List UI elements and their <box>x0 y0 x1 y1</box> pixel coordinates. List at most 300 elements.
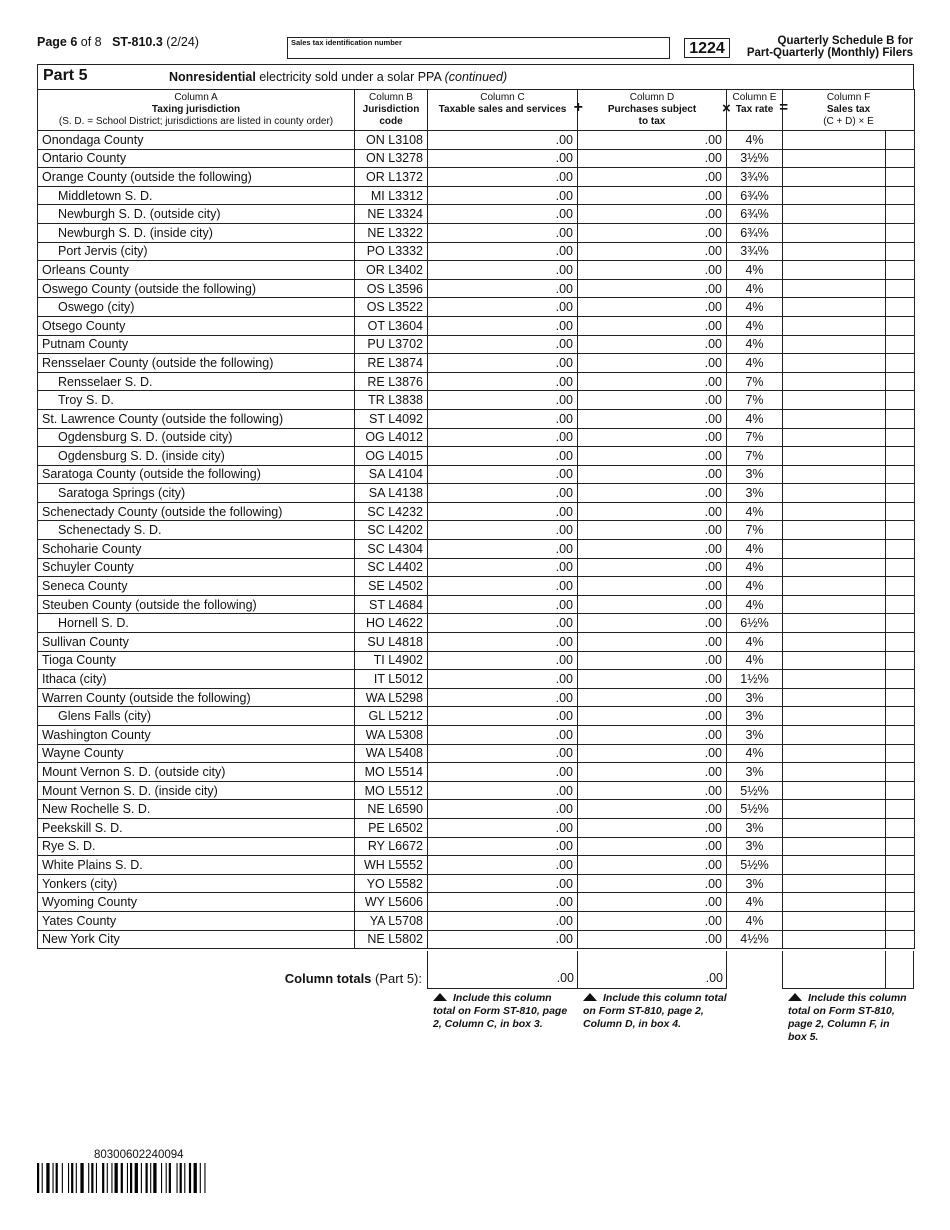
jurisdiction-name: Wayne County <box>38 744 355 763</box>
taxable-sales-field[interactable]: .00 <box>428 242 578 261</box>
sales-tax-field[interactable] <box>783 595 886 614</box>
table-row <box>38 893 915 912</box>
table-row <box>38 837 915 856</box>
total-c-field[interactable]: .00 <box>427 951 578 989</box>
tax-rate: 3% <box>727 484 783 503</box>
column-totals-label <box>285 971 422 986</box>
tax-rate: 3½% <box>727 149 783 168</box>
taxable-sales-field[interactable]: .00 <box>428 688 578 707</box>
sales-tax-cents-field[interactable] <box>886 409 915 428</box>
sales-tax-cents-field[interactable] <box>886 800 915 819</box>
sales-tax-cents-field[interactable] <box>886 930 915 949</box>
form-date: (2/24) <box>166 35 199 49</box>
sales-tax-cents-field[interactable] <box>886 540 915 559</box>
jurisdiction-code: WH L5552 <box>355 856 428 875</box>
purchases-field[interactable]: .00 <box>578 930 727 949</box>
sales-tax-field[interactable] <box>783 261 886 280</box>
purchases-field[interactable]: .00 <box>578 577 727 596</box>
sales-tax-field[interactable] <box>783 558 886 577</box>
total-f-field[interactable] <box>782 951 886 989</box>
tax-rate: 3% <box>727 763 783 782</box>
sales-tax-field[interactable] <box>783 670 886 689</box>
jurisdiction-code: ST L4092 <box>355 409 428 428</box>
tax-rate: 4% <box>727 911 783 930</box>
tax-rate: 5½% <box>727 781 783 800</box>
tax-rate: 4% <box>727 633 783 652</box>
page-of: of 8 <box>77 35 102 49</box>
jurisdiction-code: TI L4902 <box>355 651 428 670</box>
sales-tax-field[interactable] <box>783 577 886 596</box>
tax-rate: 4% <box>727 893 783 912</box>
barcode-bar <box>71 1163 73 1193</box>
sales-tax-cents-field[interactable] <box>886 781 915 800</box>
col-f-label: Column F <box>826 92 871 103</box>
taxable-sales-field[interactable]: .00 <box>428 726 578 745</box>
sales-tax-field[interactable] <box>783 837 886 856</box>
taxable-sales-field[interactable]: .00 <box>428 223 578 242</box>
col-a-label: Column A <box>174 92 218 103</box>
taxable-sales-field[interactable]: .00 <box>428 186 578 205</box>
purchases-field[interactable]: .00 <box>578 242 727 261</box>
purchases-field[interactable]: .00 <box>578 837 727 856</box>
sales-tax-cents-field[interactable] <box>886 726 915 745</box>
sales-tax-cents-field[interactable] <box>886 131 915 150</box>
col-c-header <box>428 90 583 131</box>
purchases-field[interactable]: .00 <box>578 465 727 484</box>
purchases-field[interactable]: .00 <box>578 540 727 559</box>
sales-tax-field[interactable] <box>783 893 886 912</box>
sales-tax-field[interactable] <box>783 818 886 837</box>
taxable-sales-field[interactable]: .00 <box>428 428 578 447</box>
purchases-field[interactable]: .00 <box>578 261 727 280</box>
sales-tax-cents-field[interactable] <box>886 391 915 410</box>
col-f-header <box>783 90 915 131</box>
sales-tax-cents-field[interactable] <box>886 744 915 763</box>
purchases-field[interactable]: .00 <box>578 651 727 670</box>
taxable-sales-field[interactable]: .00 <box>428 391 578 410</box>
taxable-sales-field[interactable]: .00 <box>428 316 578 335</box>
purchases-field[interactable]: .00 <box>578 688 727 707</box>
jurisdiction-code: PU L3702 <box>355 335 428 354</box>
barcode-bar <box>194 1163 197 1193</box>
jurisdiction-name: Rye S. D. <box>38 837 355 856</box>
jurisdiction-name: Otsego County <box>38 316 355 335</box>
taxable-sales-field[interactable]: .00 <box>428 707 578 726</box>
tax-rate: 4% <box>727 131 783 150</box>
sales-tax-field[interactable] <box>783 391 886 410</box>
part-header <box>37 64 914 90</box>
purchases-field[interactable]: .00 <box>578 372 727 391</box>
sales-tax-cents-field[interactable] <box>886 354 915 373</box>
part-desc-text: electricity sold under a solar PPA <box>255 70 445 84</box>
sales-tax-field[interactable] <box>783 521 886 540</box>
taxable-sales-field[interactable]: .00 <box>428 800 578 819</box>
jurisdiction-code: RE L3876 <box>355 372 428 391</box>
sales-tax-cents-field[interactable] <box>886 447 915 466</box>
purchases-field[interactable]: .00 <box>578 354 727 373</box>
sales-tax-field[interactable] <box>783 242 886 261</box>
table-row <box>38 316 915 335</box>
purchases-field[interactable]: .00 <box>578 316 727 335</box>
barcode-bar <box>184 1163 185 1193</box>
table-row <box>38 930 915 949</box>
sales-tax-field[interactable] <box>783 131 886 150</box>
barcode-bar <box>204 1163 205 1193</box>
barcode-bar <box>189 1163 191 1193</box>
jurisdiction-name: White Plains S. D. <box>38 856 355 875</box>
sales-tax-cents-field[interactable] <box>886 911 915 930</box>
table-row <box>38 502 915 521</box>
sales-tax-field[interactable] <box>783 279 886 298</box>
taxable-sales-field[interactable]: .00 <box>428 205 578 224</box>
sales-tax-cents-field[interactable] <box>886 577 915 596</box>
purchases-field[interactable]: .00 <box>578 223 727 242</box>
barcode-bar <box>169 1163 171 1193</box>
col-c-label: Column C <box>480 92 525 103</box>
sales-tax-cents-field[interactable] <box>886 521 915 540</box>
purchases-field[interactable]: .00 <box>578 484 727 503</box>
table-row <box>38 800 915 819</box>
purchases-field[interactable]: .00 <box>578 428 727 447</box>
sales-tax-cents-field[interactable] <box>886 223 915 242</box>
purchases-field[interactable]: .00 <box>578 763 727 782</box>
sales-tax-cents-field[interactable] <box>886 558 915 577</box>
table-row <box>38 186 915 205</box>
sales-tax-id-field[interactable] <box>287 37 670 59</box>
sales-tax-cents-field[interactable] <box>886 298 915 317</box>
sales-tax-id-label: Sales tax identification number <box>291 38 402 47</box>
jurisdiction-name: Onondaga County <box>38 131 355 150</box>
purchases-field[interactable]: .00 <box>578 818 727 837</box>
barcode-number: 80300602240094 <box>94 1149 184 1161</box>
col-a-header <box>38 90 355 131</box>
taxable-sales-field[interactable]: .00 <box>428 633 578 652</box>
jurisdiction-code: OS L3596 <box>355 279 428 298</box>
tax-rate: 7% <box>727 391 783 410</box>
sales-tax-field[interactable] <box>783 930 886 949</box>
sales-tax-field[interactable] <box>783 540 886 559</box>
taxable-sales-field[interactable]: .00 <box>428 298 578 317</box>
sales-tax-field[interactable] <box>783 168 886 187</box>
table-row <box>38 372 915 391</box>
tax-rate: 5½% <box>727 856 783 875</box>
sales-tax-field[interactable] <box>783 651 886 670</box>
sales-tax-cents-field[interactable] <box>886 893 915 912</box>
sales-tax-field[interactable] <box>783 186 886 205</box>
barcode-bar <box>88 1163 89 1193</box>
sales-tax-field[interactable] <box>783 298 886 317</box>
taxable-sales-field[interactable]: .00 <box>428 651 578 670</box>
barcode-bar <box>96 1163 97 1193</box>
col-b-title2: code <box>379 116 403 127</box>
barcode-bar <box>150 1163 151 1193</box>
purchases-field[interactable]: .00 <box>578 800 727 819</box>
sales-tax-cents-field[interactable] <box>886 186 915 205</box>
sales-tax-field[interactable] <box>783 149 886 168</box>
sales-tax-field[interactable] <box>783 874 886 893</box>
purchases-field[interactable]: .00 <box>578 335 727 354</box>
barcode-bar <box>91 1163 93 1193</box>
purchases-field[interactable]: .00 <box>578 614 727 633</box>
table-row <box>38 726 915 745</box>
table-row <box>38 131 915 150</box>
purchases-field[interactable]: .00 <box>578 893 727 912</box>
table-row <box>38 744 915 763</box>
tax-rate: 1½% <box>727 670 783 689</box>
taxable-sales-field[interactable]: .00 <box>428 670 578 689</box>
jurisdiction-name: Ogdensburg S. D. (outside city) <box>38 428 355 447</box>
table-row <box>38 447 915 466</box>
barcode-bar <box>177 1163 178 1193</box>
table-row <box>38 279 915 298</box>
purchases-field[interactable]: .00 <box>578 131 727 150</box>
sales-tax-field[interactable] <box>783 614 886 633</box>
sales-tax-cents-field[interactable] <box>886 818 915 837</box>
barcode-bar <box>42 1163 43 1193</box>
sales-tax-field[interactable] <box>783 502 886 521</box>
jurisdiction-code: NE L3322 <box>355 223 428 242</box>
sales-tax-cents-field[interactable] <box>886 279 915 298</box>
barcode-bar <box>153 1163 156 1193</box>
tax-rate: 4% <box>727 409 783 428</box>
jurisdiction-name: Newburgh S. D. (outside city) <box>38 205 355 224</box>
sales-tax-field[interactable] <box>783 763 886 782</box>
table-row <box>38 409 915 428</box>
jurisdiction-code: RY L6672 <box>355 837 428 856</box>
jurisdiction-name: Ogdensburg S. D. (inside city) <box>38 447 355 466</box>
purchases-field[interactable]: .00 <box>578 168 727 187</box>
table-row <box>38 168 915 187</box>
taxable-sales-field[interactable]: .00 <box>428 763 578 782</box>
sales-tax-cents-field[interactable] <box>886 651 915 670</box>
sales-tax-cents-field[interactable] <box>886 465 915 484</box>
taxable-sales-field[interactable]: .00 <box>428 595 578 614</box>
jurisdiction-code: SC L4402 <box>355 558 428 577</box>
sales-tax-cents-field[interactable] <box>886 595 915 614</box>
tax-rate: 6¾% <box>727 205 783 224</box>
total-f-cents-field[interactable] <box>885 951 914 989</box>
sales-tax-field[interactable] <box>783 781 886 800</box>
taxable-sales-field[interactable]: .00 <box>428 818 578 837</box>
sales-tax-field[interactable] <box>783 372 886 391</box>
table-row <box>38 781 915 800</box>
sales-tax-cents-field[interactable] <box>886 335 915 354</box>
jurisdiction-name: St. Lawrence County (outside the following) <box>38 409 355 428</box>
sales-tax-field[interactable] <box>783 484 886 503</box>
purchases-field[interactable]: .00 <box>578 521 727 540</box>
purchases-field[interactable]: .00 <box>578 502 727 521</box>
jurisdiction-name: Rensselaer County (outside the following) <box>38 354 355 373</box>
taxable-sales-field[interactable]: .00 <box>428 354 578 373</box>
taxable-sales-field[interactable]: .00 <box>428 540 578 559</box>
taxable-sales-field[interactable]: .00 <box>428 911 578 930</box>
sales-tax-field[interactable] <box>783 688 886 707</box>
taxable-sales-field[interactable]: .00 <box>428 335 578 354</box>
barcode-bar <box>53 1163 54 1193</box>
jurisdiction-code: SE L4502 <box>355 577 428 596</box>
sales-tax-cents-field[interactable] <box>886 502 915 521</box>
taxable-sales-field[interactable]: .00 <box>428 893 578 912</box>
sales-tax-cents-field[interactable] <box>886 633 915 652</box>
purchases-field[interactable]: .00 <box>578 298 727 317</box>
total-d-field[interactable]: .00 <box>577 951 727 989</box>
col-a-note: (S. D. = School District; jurisdictions are listed in county order) <box>58 116 334 127</box>
note-c-text: Include this column total on Form ST-810, page 2, Column C, in box 3. <box>433 992 568 1030</box>
purchases-field[interactable]: .00 <box>578 707 727 726</box>
jurisdiction-name: Steuben County (outside the following) <box>38 595 355 614</box>
sales-tax-cents-field[interactable] <box>886 372 915 391</box>
col-c-title: Taxable sales and services <box>438 104 567 115</box>
purchases-field[interactable]: .00 <box>578 856 727 875</box>
taxable-sales-field[interactable]: .00 <box>428 837 578 856</box>
taxable-sales-field[interactable]: .00 <box>428 279 578 298</box>
sales-tax-cents-field[interactable] <box>886 856 915 875</box>
taxable-sales-field[interactable]: .00 <box>428 447 578 466</box>
jurisdiction-code: SU L4818 <box>355 633 428 652</box>
taxable-sales-field[interactable]: .00 <box>428 781 578 800</box>
purchases-field[interactable]: .00 <box>578 409 727 428</box>
sales-tax-field[interactable] <box>783 707 886 726</box>
jurisdiction-code: PO L3332 <box>355 242 428 261</box>
sales-tax-field[interactable] <box>783 633 886 652</box>
purchases-field[interactable]: .00 <box>578 726 727 745</box>
sales-tax-cents-field[interactable] <box>886 688 915 707</box>
purchases-field[interactable]: .00 <box>578 186 727 205</box>
tax-rate: 3% <box>727 837 783 856</box>
purchases-field[interactable]: .00 <box>578 874 727 893</box>
sales-tax-cents-field[interactable] <box>886 428 915 447</box>
jurisdiction-code: MO L5512 <box>355 781 428 800</box>
table-row <box>38 670 915 689</box>
col-b-header <box>355 90 428 131</box>
taxable-sales-field[interactable]: .00 <box>428 502 578 521</box>
jurisdiction-name: Schuyler County <box>38 558 355 577</box>
taxable-sales-field[interactable]: .00 <box>428 131 578 150</box>
taxable-sales-field[interactable]: .00 <box>428 465 578 484</box>
sales-tax-field[interactable] <box>783 409 886 428</box>
taxable-sales-field[interactable]: .00 <box>428 372 578 391</box>
sales-tax-field[interactable] <box>783 800 886 819</box>
sales-tax-field[interactable] <box>783 354 886 373</box>
sales-tax-cents-field[interactable] <box>886 614 915 633</box>
sales-tax-cents-field[interactable] <box>886 261 915 280</box>
taxable-sales-field[interactable]: .00 <box>428 614 578 633</box>
sales-tax-field[interactable] <box>783 726 886 745</box>
taxable-sales-field[interactable]: .00 <box>428 521 578 540</box>
purchases-field[interactable]: .00 <box>578 670 727 689</box>
jurisdiction-name: Tioga County <box>38 651 355 670</box>
table-row <box>38 261 915 280</box>
sales-tax-cents-field[interactable] <box>886 168 915 187</box>
jurisdiction-code: HO L4622 <box>355 614 428 633</box>
taxable-sales-field[interactable]: .00 <box>428 409 578 428</box>
sales-tax-field[interactable] <box>783 316 886 335</box>
taxable-sales-field[interactable]: .00 <box>428 168 578 187</box>
sales-tax-field[interactable] <box>783 428 886 447</box>
jurisdiction-code: OR L1372 <box>355 168 428 187</box>
tax-rate: 3¾% <box>727 242 783 261</box>
barcode-bar <box>130 1163 132 1193</box>
taxable-sales-field[interactable]: .00 <box>428 856 578 875</box>
sales-tax-cents-field[interactable] <box>886 874 915 893</box>
purchases-field[interactable]: .00 <box>578 595 727 614</box>
taxable-sales-field[interactable]: .00 <box>428 149 578 168</box>
col-f-formula: (C + D) × E <box>823 116 874 127</box>
purchases-field[interactable]: .00 <box>578 558 727 577</box>
purchases-field[interactable]: .00 <box>578 279 727 298</box>
jurisdiction-name: Yates County <box>38 911 355 930</box>
jurisdiction-code: SC L4202 <box>355 521 428 540</box>
jurisdiction-name: Ontario County <box>38 149 355 168</box>
sales-tax-cents-field[interactable] <box>886 316 915 335</box>
sales-tax-cents-field[interactable] <box>886 670 915 689</box>
jurisdiction-name: Sullivan County <box>38 633 355 652</box>
sales-tax-cents-field[interactable] <box>886 763 915 782</box>
sales-tax-cents-field[interactable] <box>886 149 915 168</box>
purchases-field[interactable]: .00 <box>578 447 727 466</box>
barcode-bar <box>68 1163 69 1193</box>
purchases-field[interactable]: .00 <box>578 149 727 168</box>
taxable-sales-field[interactable]: .00 <box>428 744 578 763</box>
taxable-sales-field[interactable]: .00 <box>428 874 578 893</box>
table-row <box>38 223 915 242</box>
sales-tax-field[interactable] <box>783 335 886 354</box>
up-arrow-icon <box>433 993 447 1001</box>
jurisdiction-name: Orleans County <box>38 261 355 280</box>
jurisdiction-name: Newburgh S. D. (inside city) <box>38 223 355 242</box>
sales-tax-field[interactable] <box>783 447 886 466</box>
taxable-sales-field[interactable]: .00 <box>428 484 578 503</box>
sales-tax-field[interactable] <box>783 223 886 242</box>
purchases-field[interactable]: .00 <box>578 391 727 410</box>
sales-tax-field[interactable] <box>783 911 886 930</box>
taxable-sales-field[interactable]: .00 <box>428 930 578 949</box>
jurisdiction-name: Oswego (city) <box>38 298 355 317</box>
purchases-field[interactable]: .00 <box>578 633 727 652</box>
sales-tax-field[interactable] <box>783 856 886 875</box>
tax-rate: 4% <box>727 744 783 763</box>
col-d-label: Column D <box>629 92 675 103</box>
taxable-sales-field[interactable]: .00 <box>428 261 578 280</box>
sales-tax-field[interactable] <box>783 465 886 484</box>
tax-rate: 4% <box>727 558 783 577</box>
barcode-bar <box>146 1163 148 1193</box>
col-f-title: Sales tax <box>826 104 871 115</box>
barcode-bar <box>62 1163 63 1193</box>
note-d-text: Include this column total on Form ST-810, page 2, Column D, in box 4. <box>583 992 727 1030</box>
sales-tax-field[interactable] <box>783 744 886 763</box>
form-id: ST-810.3 <box>112 35 163 49</box>
purchases-field[interactable]: .00 <box>578 744 727 763</box>
taxable-sales-field[interactable]: .00 <box>428 558 578 577</box>
jurisdiction-name: Washington County <box>38 726 355 745</box>
form-code: 1224 <box>684 38 730 58</box>
purchases-field[interactable]: .00 <box>578 205 727 224</box>
jurisdiction-code: WA L5298 <box>355 688 428 707</box>
purchases-field[interactable]: .00 <box>578 911 727 930</box>
sales-tax-cents-field[interactable] <box>886 205 915 224</box>
sales-tax-field[interactable] <box>783 205 886 224</box>
purchases-field[interactable]: .00 <box>578 781 727 800</box>
sales-tax-cents-field[interactable] <box>886 707 915 726</box>
sales-tax-cents-field[interactable] <box>886 484 915 503</box>
sales-tax-cents-field[interactable] <box>886 837 915 856</box>
sales-tax-cents-field[interactable] <box>886 242 915 261</box>
form-title <box>747 35 913 59</box>
tax-rate: 6¾% <box>727 186 783 205</box>
jurisdiction-code: SA L4138 <box>355 484 428 503</box>
taxable-sales-field[interactable]: .00 <box>428 577 578 596</box>
